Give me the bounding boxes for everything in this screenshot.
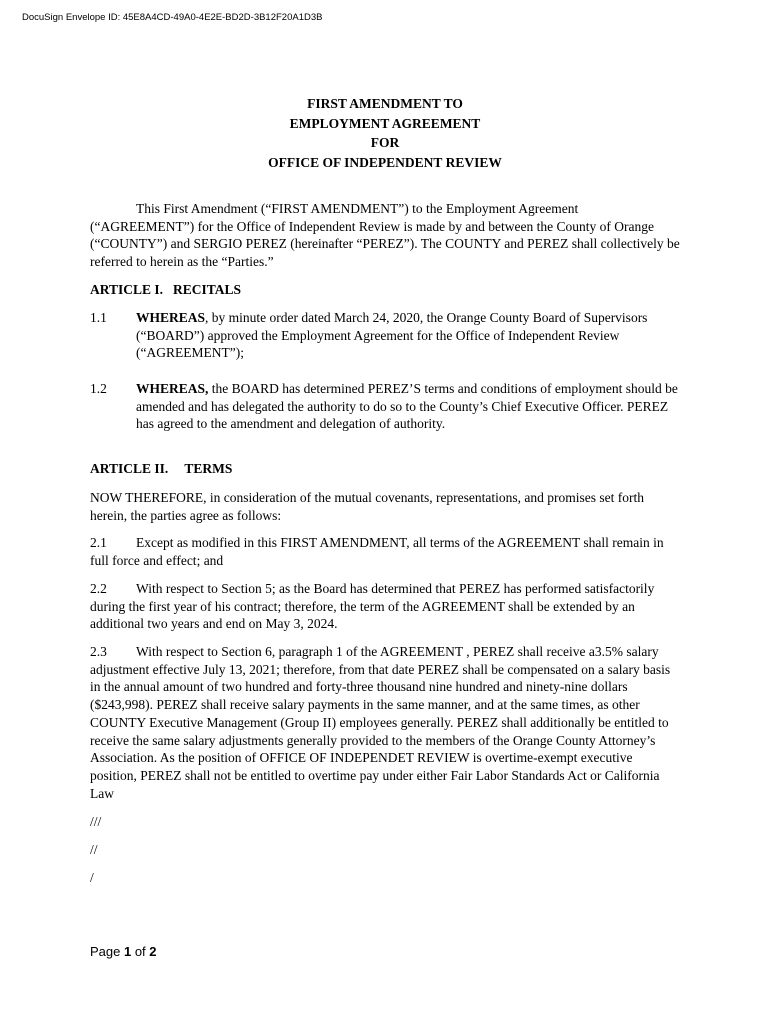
title-line-3: FOR bbox=[370, 135, 400, 150]
page-label: Page bbox=[90, 944, 124, 959]
recital-number: 1.2 bbox=[90, 381, 107, 396]
page-number: 1 bbox=[123, 944, 132, 959]
term-text: Except as modified in this FIRST AMENDMENT, all terms of the AGREEMENT shall remain in full force and effect; and bbox=[90, 535, 664, 568]
recital-body bbox=[136, 309, 680, 362]
recital-lead: WHEREAS, bbox=[136, 381, 209, 396]
terms-preamble: NOW THEREFORE, in consideration of the mutual covenants, representations, and promises set forth herein, the parties agree as follows: bbox=[90, 490, 645, 523]
slash-line-1: /// bbox=[90, 814, 102, 829]
intro-paragraph: This First Amendment (“FIRST AMENDMENT”) to the Employment Agreement (“AGREEMENT”) for the Office of Independent Review is made by and between the County of Orange (“COUNTY”) and SERGIO PEREZ (hereinafter “PEREZ”). The COUNTY and PEREZ shall collectively be referred to herein as the “Parties.” bbox=[90, 201, 680, 270]
slash-line-3: / bbox=[90, 870, 94, 885]
title-line-4: OFFICE OF INDEPENDENT REVIEW bbox=[268, 154, 502, 170]
docusign-envelope-id: DocuSign Envelope ID: 45E8A4CD-49A0-4E2E-BD2D-3B12F20A1D3B bbox=[22, 12, 323, 23]
recital-1-2 bbox=[90, 380, 680, 433]
title-line-2: EMPLOYMENT AGREEMENT bbox=[289, 115, 481, 131]
slash-line-2: // bbox=[90, 842, 98, 857]
term-2-3 bbox=[90, 643, 680, 802]
term-number: 2.1 bbox=[90, 535, 107, 550]
article-2-heading bbox=[90, 460, 680, 478]
term-2-2 bbox=[90, 580, 680, 633]
recital-text: the BOARD has determined PEREZ’S terms and conditions of employment should be amended and has delegated the authority to do so to the County’s Chief Executive Officer. PEREZ has agreed to the amendment and delegation of authority. bbox=[136, 381, 678, 432]
article-2-number: ARTICLE II. bbox=[90, 461, 169, 476]
recital-1-1 bbox=[90, 309, 680, 362]
title-line-1: FIRST AMENDMENT TO bbox=[307, 96, 463, 111]
term-number: 2.3 bbox=[90, 644, 107, 659]
document-title bbox=[90, 94, 680, 172]
page-total: 2 bbox=[149, 944, 157, 959]
recital-body bbox=[136, 380, 680, 433]
recital-lead: WHEREAS bbox=[136, 310, 206, 325]
term-number: 2.2 bbox=[90, 581, 107, 596]
article-1-number: ARTICLE I. bbox=[90, 282, 164, 297]
page-footer bbox=[90, 944, 157, 959]
term-2-1 bbox=[90, 534, 680, 569]
recital-text: , by minute order dated March 24, 2020, the Orange County Board of Supervisors (“BOARD”) approved the Employment Agreement for the Office of Independent Review (“AGREEMENT”); bbox=[136, 310, 648, 361]
article-1-title: RECITALS bbox=[173, 282, 242, 297]
of-label: of bbox=[131, 944, 150, 959]
term-text: With respect to Section 6, paragraph 1 of the AGREEMENT , PEREZ shall receive a3.5% salary adjustment effective July 13, 2021; therefore, from that date PEREZ shall be compensated on a salary basis in the annual amount of two hundred and forty-three thousand nine hundred and ninety-nine dollars ($243,998). PEREZ shall receive salary payments in the same manner, and at the same times, as other COUNTY Executive Management (Group II) employees generally. PEREZ shall additionally be entitled to receive the same salary adjustments generally provided to the members of the Orange County Attorney’s Association. As the position of OFFICE OF INDEPENDET REVIEW is overtime-exempt executive position, PEREZ shall not be entitled to overtime pay under either Fair Labor Standards Act or California Law bbox=[90, 644, 671, 801]
article-2-title: TERMS bbox=[184, 461, 233, 476]
term-text: With respect to Section 5; as the Board has determined that PEREZ has performed satisfactorily during the first year of his contract; therefore, the term of the AGREEMENT shall be extended by an additional two years and end on May 3, 2024. bbox=[90, 581, 655, 632]
recital-number: 1.1 bbox=[90, 310, 107, 325]
article-1-heading bbox=[90, 281, 680, 299]
